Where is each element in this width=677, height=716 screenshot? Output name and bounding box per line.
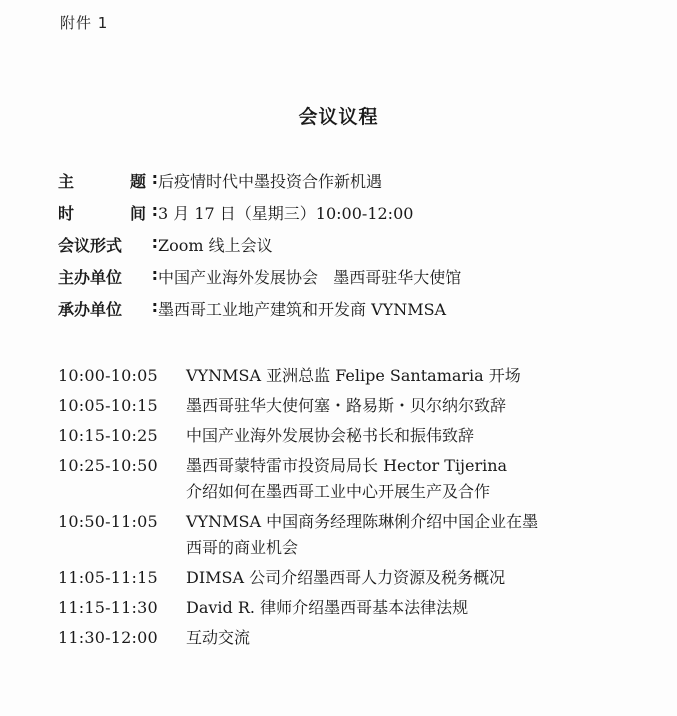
agenda-item — [58, 453, 658, 505]
agenda-description: 互动交流 — [186, 628, 251, 647]
meta-colon: : — [151, 201, 158, 220]
meta-colon: : — [151, 169, 158, 188]
meta-label-time-char-2: 间 — [129, 204, 146, 223]
meta-label-host: 主办单位 — [58, 268, 123, 287]
agenda-time: 11:15-11:30 — [58, 598, 158, 617]
page-title: 会议议程 — [298, 106, 379, 128]
agenda-item — [58, 509, 658, 561]
meeting-info — [58, 169, 658, 329]
agenda-item — [58, 423, 658, 449]
meta-colon: : — [151, 297, 158, 316]
meta-label-time-char-1: 时 — [58, 204, 75, 223]
agenda-description: 墨西哥驻华大使何塞・路易斯・贝尔纳尔致辞 — [186, 396, 507, 415]
agenda-time: 11:05-11:15 — [58, 568, 158, 587]
meta-label-topic-char-2: 题 — [129, 172, 146, 191]
agenda-description: 墨西哥蒙特雷市投资局局长 Hector Tijerina — [186, 456, 508, 475]
agenda-item — [58, 625, 658, 651]
agenda-time: 10:15-10:25 — [58, 426, 158, 445]
meta-label-organizer: 承办单位 — [58, 300, 123, 319]
agenda-description: VYNMSA 中国商务经理陈琳俐介绍中国企业在墨 — [186, 512, 539, 531]
agenda-description: DIMSA 公司介绍墨西哥人力资源及税务概况 — [186, 568, 506, 587]
meta-value-topic: 后疫情时代中墨投资合作新机遇 — [158, 172, 383, 191]
meta-colon: : — [151, 265, 158, 284]
meta-row-topic — [58, 169, 658, 201]
agenda-schedule — [58, 363, 658, 655]
agenda-time: 11:30-12:00 — [58, 628, 158, 647]
meta-label-topic-char-1: 主 — [58, 172, 75, 191]
agenda-description: VYNMSA 亚洲总监 Felipe Santamaria 开场 — [186, 366, 521, 385]
meta-value-organizer: 墨西哥工业地产建筑和开发商 VYNMSA — [158, 300, 447, 319]
meta-colon: : — [151, 233, 158, 252]
agenda-description: David R. 律师介绍墨西哥基本法律法规 — [186, 598, 469, 617]
agenda-item — [58, 393, 658, 419]
agenda-item — [58, 565, 658, 591]
agenda-time: 10:25-10:50 — [58, 456, 158, 475]
meta-row-format — [58, 233, 658, 265]
meta-label-format: 会议形式 — [58, 236, 123, 255]
agenda-time: 10:05-10:15 — [58, 396, 158, 415]
meta-value-time: 3 月 17 日（星期三）10:00-12:00 — [158, 204, 414, 223]
agenda-time: 10:50-11:05 — [58, 512, 158, 531]
meta-row-time — [58, 201, 658, 233]
meta-value-format: Zoom 线上会议 — [158, 236, 273, 255]
agenda-item — [58, 595, 658, 621]
agenda-time: 10:00-10:05 — [58, 366, 158, 385]
attachment-label: 附件 1 — [60, 14, 109, 32]
meta-row-host — [58, 265, 658, 297]
agenda-description: 中国产业海外发展协会秘书长和振伟致辞 — [186, 426, 475, 445]
agenda-description-continued: 介绍如何在墨西哥工业中心开展生产及合作 — [186, 482, 491, 501]
agenda-description-continued: 西哥的商业机会 — [186, 538, 299, 557]
agenda-item — [58, 363, 658, 389]
meta-value-host: 中国产业海外发展协会 墨西哥驻华大使馆 — [158, 268, 462, 287]
meta-row-organizer — [58, 297, 658, 329]
